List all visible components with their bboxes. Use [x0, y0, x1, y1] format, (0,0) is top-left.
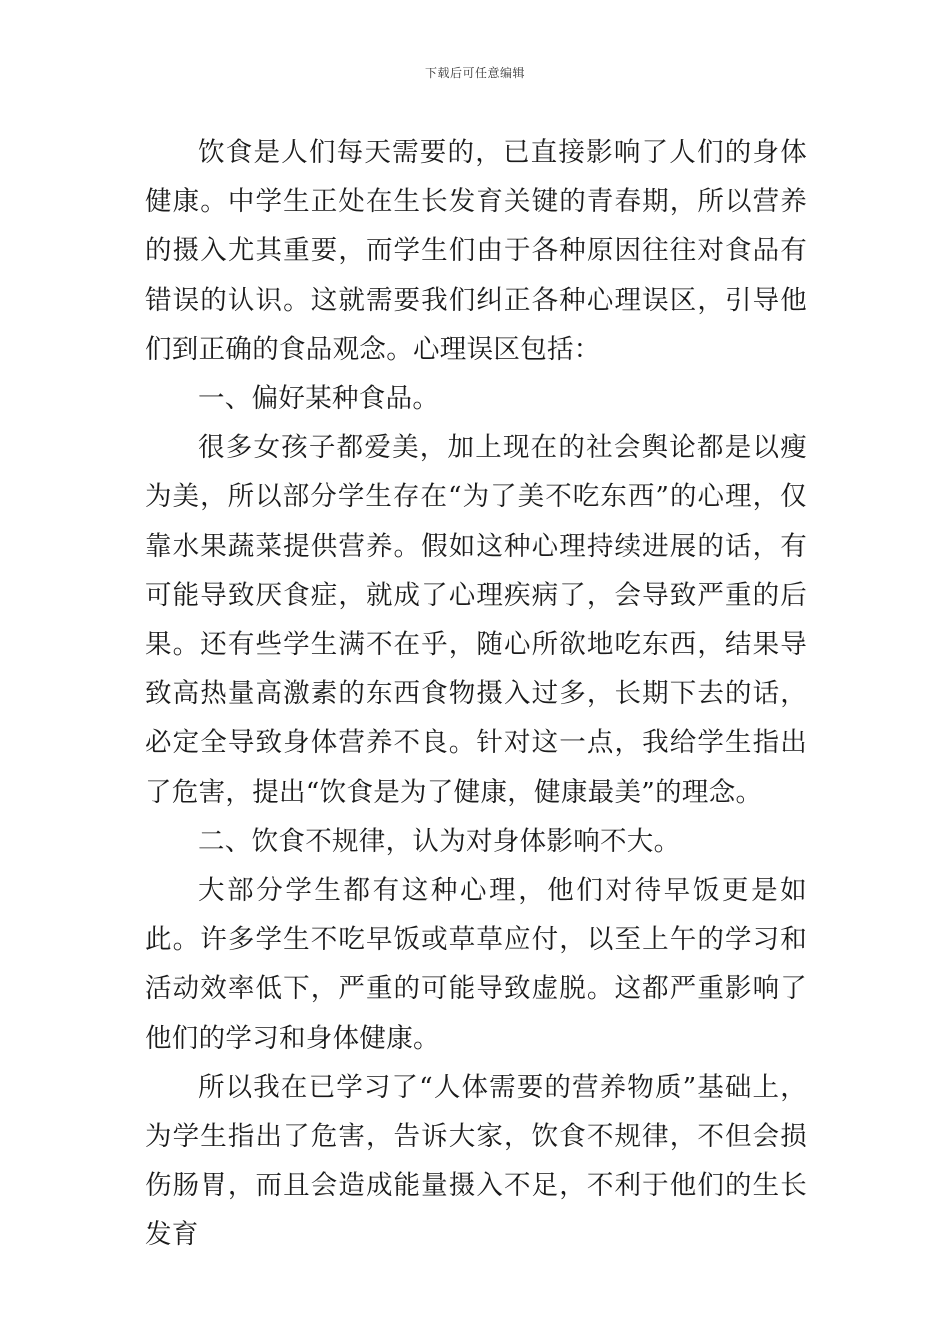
- paragraph-intro: 饮食是人们每天需要的，已直接影响了人们的身体健康。中学生正处在生长发育关键的青春期，所以营养的摄入尤其重要，而学生们由于各种原因往往对食品有错误的认识。这就需要我们纠正各种心理误区，引导他们到正确的食品观念。心理误区包括：: [145, 137, 807, 365]
- page-header: 下载后可任意编辑: [424, 66, 525, 80]
- paragraph-section-1: 很多女孩子都爱美，加上现在的社会舆论都是以瘦为美，所以部分学生存在“为了美不吃东西”的心理，仅靠水果蔬菜提供营养。假如这种心理持续进展的话，有可能导致厌食症，就成了心理疾病了，会导致严重的后果。还有些学生满不在乎，随心所欲地吃东西，结果导致高热量高激素的东西食物摄入过多，长期下去的话，必定全导致身体营养不良。针对这一点，我给学生指出了危害，提出“饮食是为了健康，健康最美”的理念。: [145, 432, 807, 808]
- section-heading-1: 一、偏好某种食品。: [198, 383, 440, 415]
- document-body: [145, 128, 807, 1260]
- paragraph-conclusion: 所以我在已学习了“人体需要的营养物质”基础上，为学生指出了危害，告诉大家，饮食不规律，不但会损伤肠胃，而且会造成能量摄入不足，不利于他们的生长发育: [145, 1071, 807, 1251]
- section-heading-2: 二、饮食不规律，认为对身体影响不大。: [198, 825, 681, 857]
- paragraph-section-2: 大部分学生都有这种心理，他们对待早饭更是如此。许多学生不吃早饭或草草应付，以至上午的学习和活动效率低下，严重的可能导致虚脱。这都严重影响了他们的学习和身体健康。: [145, 875, 807, 1054]
